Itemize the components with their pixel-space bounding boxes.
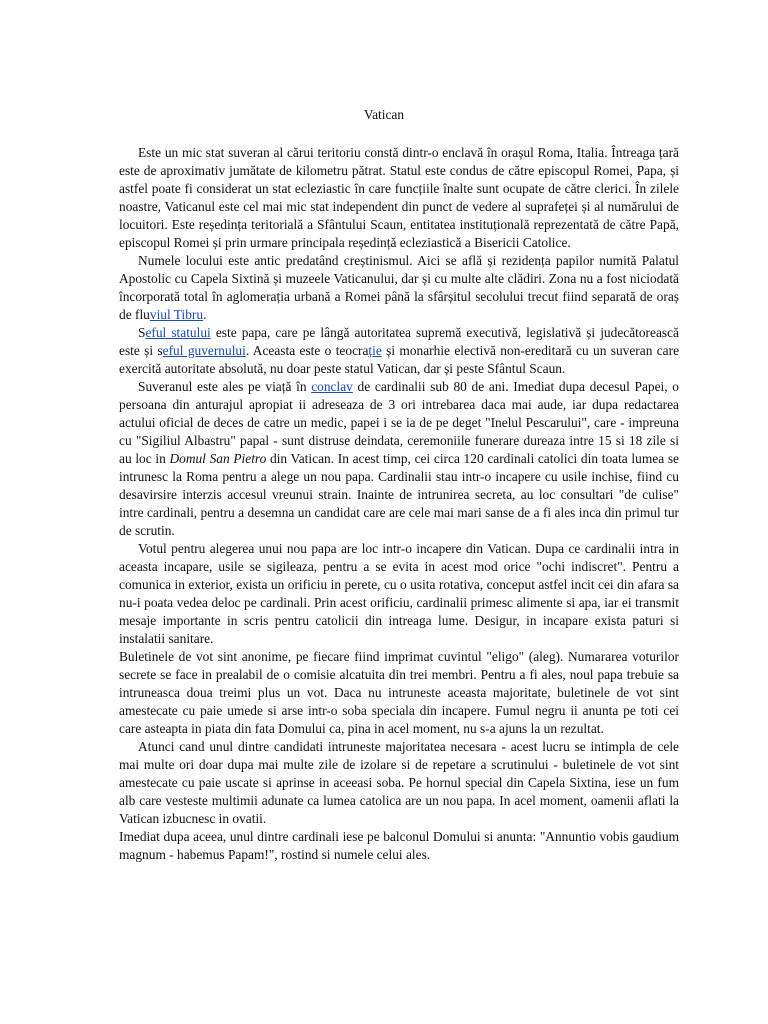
paragraph-vote: Votul pentru alegerea unui nou papa are loc intr-o incapere din Vatican. Dupa ce cardinalii intra in aceasta incapare, usile se sigileaza, pentru a se evita in acest mod orice "ochi indiscret". Pentru a comunica in exterior, exista un orificiu in perete, cu o usita rotativa, conceput astfel incit cei din afara sa nu-i poata vedea deloc pe cardinali. Prin acest orificiu, cardinalii primesc alimente si apa, iar ei transmit mesaje importante in scris pentru catolicii din intreaga lume. Desigur, in incapare exista paturi si instalatii sanitare. xyxy=(119,541,679,646)
link-seful-statului[interactable]: eful statului xyxy=(145,325,211,340)
p3-text-1: S xyxy=(138,325,146,340)
p4-text-1: Suveranul este ales pe viață în xyxy=(138,379,312,394)
paragraph-name-end: . xyxy=(203,307,207,322)
p4-italic-domul: Domul San Pietro xyxy=(169,451,267,466)
p4-text-2: de cardinalii sub 80 de ani. Imediat dupa decesul Papei, o persoana din anturajul apropiat ii adreseaza de 3 ori intrebarea daca mai aude, iar dupa redactarea actului oficial de deces de catre un medic, papei i se ia de pe deget "Inelul Pescarului", care - impreuna cu "Sigiliul Albastru" papal - sunt distruse deindata, ceremoniile funerare dureaza intre 15 si 18 zile si au loc in xyxy=(119,379,679,466)
p3-text-3: . Aceasta este o teocra xyxy=(245,343,369,358)
link-seful-guvernului[interactable]: eful guvernului xyxy=(162,343,246,358)
p4-text-3: din Vatican. In acest timp, cei circa 120 cardinali catolici din toata lumea se intrunesc la Roma pentru a alege un nou papa. Cardinalii stau intr-o incapere cu usile inchise, fiind cu desavirsire interzis accesul vreunui strain. Inainte de intrunirea secreta, au loc consultari "de culise" intre cardinali, pentru a desemna un candidat care are cele mai mari sanse de a fi ales inca din primul tur de scrutin. xyxy=(119,451,679,538)
link-conclav[interactable]: conclav xyxy=(311,379,353,394)
document-body xyxy=(119,144,679,864)
p3-text-2: este papa, care pe lângă autoritatea supremă executivă, legislativă și judecătorească este și s xyxy=(119,325,680,358)
paragraph-white-smoke: Atunci cand unul dintre candidati intruneste majoritatea necesara - acest lucru se intimpla de cele mai multe ori doar dupa mai multe zile de izolare si de repetare a scrutinului - buletinele de vot sint amestecate cu paie uscate si aprinse in aceeasi soba. Pe hornul special din Capela Sixtina, iese un fum alb care vesteste multimii adunate ca lumea catolica are un nou papa. In acel moment, oamenii aflati la Vatican izbucnesc in ovatii. xyxy=(119,739,679,826)
paragraph-head-of-state xyxy=(119,324,679,378)
paragraph-intro: Este un mic stat suveran al cărui teritoriu constă dintr-o enclavă în orașul Roma, Italia. Întreaga țară este de aproximativ jumătate de kilometru pătrat. Statul este condus de către episcopul Romei, Papa, și astfel poate fi considerat un stat ecleziastic în care funcțiile înalte sunt ocupate de către clerici. În zilele noastre, Vaticanul este cel mai mic stat independent din punct de vedere al suprafeței și al numărului de locuitori. Este reședința teritorială a Sfântului Scaun, entitatea instituțională reprezentată de către Papă, episcopul Romei și prin urmare principala reședință ecleziastică a Bisericii Catolice. xyxy=(119,145,679,250)
p3-text-4: și monarhie electivă non-ereditară cu un suveran care exercită autoritate absolută, nu doar peste statul Vatican, dar și peste Sfântul Scaun. xyxy=(119,343,680,376)
paragraph-name xyxy=(119,252,679,324)
document-title: Vatican xyxy=(363,107,405,122)
link-teocratie[interactable]: ție xyxy=(368,343,382,358)
link-tibru[interactable]: viul Tibru xyxy=(149,307,204,322)
paragraph-ballots: Buletinele de vot sint anonime, pe fiecare fiind imprimat cuvintul "eligo" (aleg). Numararea voturilor secrete se face in prealabil de o comisie alcatuita din trei membri. Pentru a fi ales, noul papa trebuie sa intruneasca doua treimi plus un vot. Daca nu intruneste aceasta majoritate, buletinele de vot sint amestecate cu paie umede si arse intr-o soba speciala din incapere. Fumul negru ii anunta pe toti cei care asteapta in piata din fata Domului ca, pina in acel moment, nu s-a ajuns la un rezultat. xyxy=(119,649,679,736)
paragraph-name-text: Numele locului este antic predatând creștinismul. Aici se află și rezidența papilor numită Palatul Apostolic cu Capela Sixtină și muzeele Vaticanului, dar și cu multe alte clădiri. Zona nu a fost niciodată încorporată total în aglomerația urbană a Romei până la sfârșitul secolului trecut fiind separată de oraș de flu xyxy=(119,253,679,322)
paragraph-announcement: Imediat dupa aceea, unul dintre cardinali iese pe balconul Domului si anunta: "Annuntio vobis gaudium magnum - habemus Papam!", rostind si numele celui ales. xyxy=(119,829,679,862)
paragraph-election xyxy=(119,378,679,540)
